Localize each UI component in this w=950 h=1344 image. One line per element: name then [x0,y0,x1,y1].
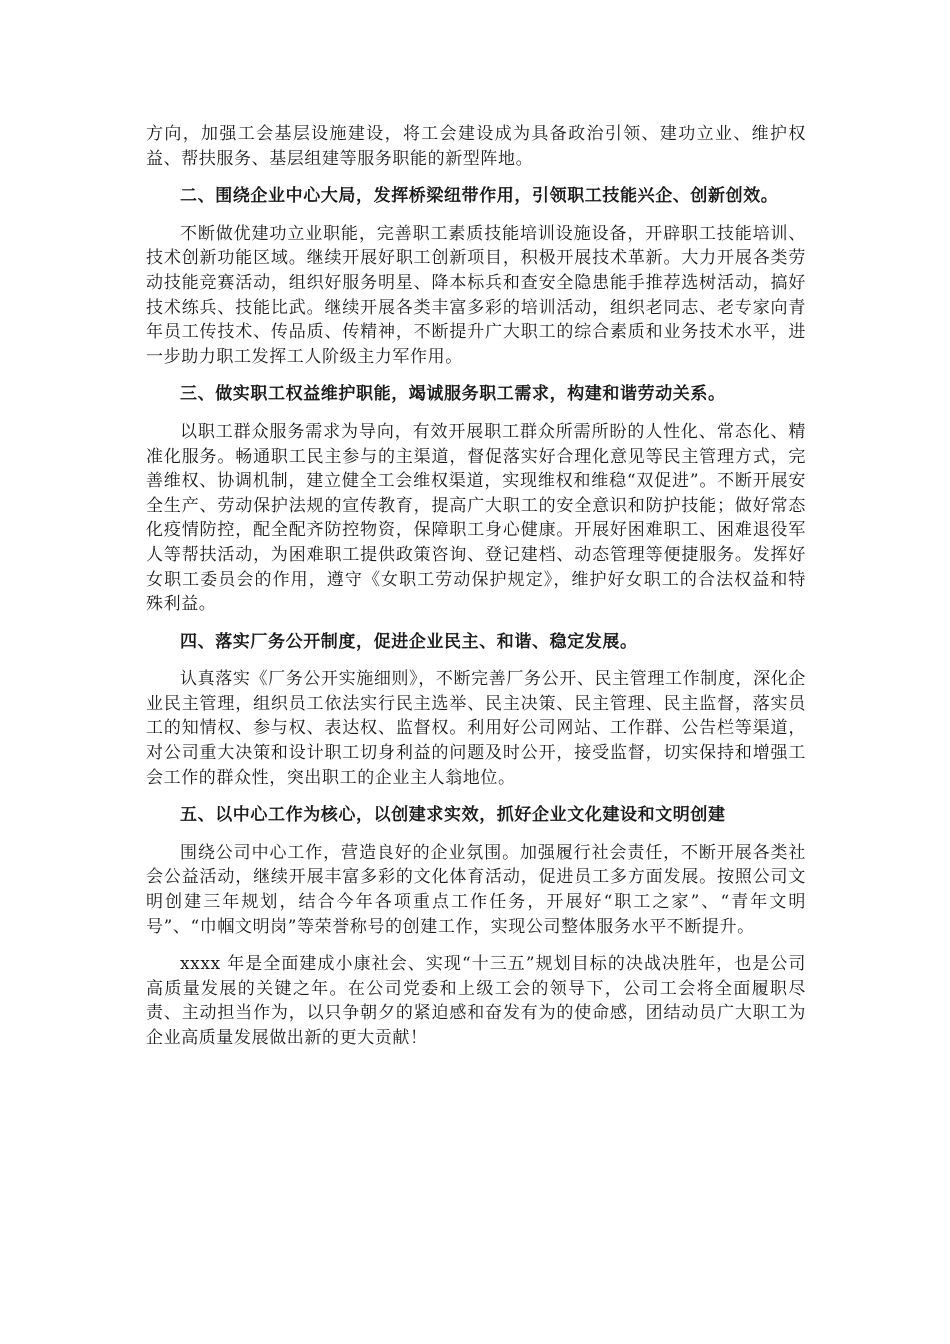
closing-paragraph: xxxx 年是全面建成小康社会、实现“十三五”规划目标的决战决胜年，也是公司高质量发展的关键之年。在公司党委和上级工会的领导下，公司工会将全面履职尽责、主动担当作为，以只争朝夕的紧迫感和奋发有为的使命感，团结动员广大职工为企业高质量发展做出新的更大贡献！ [146,954,806,1048]
section-heading-4: 四、落实厂务公开制度，促进企业民主、和谐、稳定发展。 [180,631,638,652]
section-body-3: 以职工群众服务需求为导向，有效开展职工群众所需所盼的人性化、常态化、精准化服务。畅通职工民主参与的主渠道，督促落实好合理化意见等民主管理方式，完善维权、协调机制，建立健全工会维权渠道，实现维权和维稳“双促进”。不断开展安全生产、劳动保护法规的宣传教育，提高广大职工的安全意识和防护技能；做好常态化疫情防控，配全配齐防控物资，保障职工身心健康。开展好困难职工、困难退役军人等帮扶活动，为困难职工提供政策咨询、登记建档、动态管理等便捷服务。发挥好女职工委员会的作用，遵守《女职工劳动保护规定》，维护好女职工的合法权益和特殊利益。 [146,421,806,615]
section-body-4: 认真落实《厂务公开实施细则》，不断完善厂务公开、民主管理工作制度，深化企业民主管理，组织员工依法实行民主选举、民主决策、民主管理、民主监督，落实员工的知情权、参与权、表达权、监督权。利用好公司网站、工作群、公告栏等渠道，对公司重大决策和设计职工切身利益的问题及时公开，接受监督，切实保持和增强工会工作的群众性，突出职工的企业主人翁地位。 [146,669,806,788]
document-page [146,122,806,1064]
section-heading-2: 二、围绕企业中心大局，发挥桥梁纽带作用，引领职工技能兴企、创新创效。 [180,186,779,207]
section-body-5: 围绕公司中心工作，营造良好的企业氛围。加强履行社会责任，不断开展各类社会公益活动，继续开展丰富多彩的文化体育活动，促进员工多方面发展。按照公司文明创建三年规划，结合今年各项重点工作任务，开展好“职工之家”、“青年文明号”、“巾帼文明岗”等荣誉称号的创建工作，实现公司整体服务水平不断提升。 [146,842,806,937]
section-heading-3: 三、做实职工权益维护职能，竭诚服务职工需求，构建和谐劳动关系。 [180,384,726,405]
paragraph-continuation: 方向，加强工会基层设施建设，将工会建设成为具备政治引领、建功立业、维护权益、帮扶服务、基层组建等服务职能的新型阵地。 [146,124,806,169]
section-body-2: 不断做优建功立业职能，完善职工素质技能培训设施设备，开辟职工技能培训、技术创新功能区域。继续开展好职工创新项目，积极开展技术革新。大力开展各类劳动技能竞赛活动，组织好服务明星、降本标兵和查安全隐患能手推荐选树活动，搞好技术练兵、技能比武。继续开展各类丰富多彩的培训活动，组织老同志、老专家向青年员工传技术、传品质、传精神，不断提升广大职工的综合素质和业务技术水平，进一步助力职工发挥工人阶级主力军作用。 [146,223,806,367]
section-heading-5: 五、以中心工作为核心，以创建求实效，抓好企业文化建设和文明创建 [180,805,726,826]
